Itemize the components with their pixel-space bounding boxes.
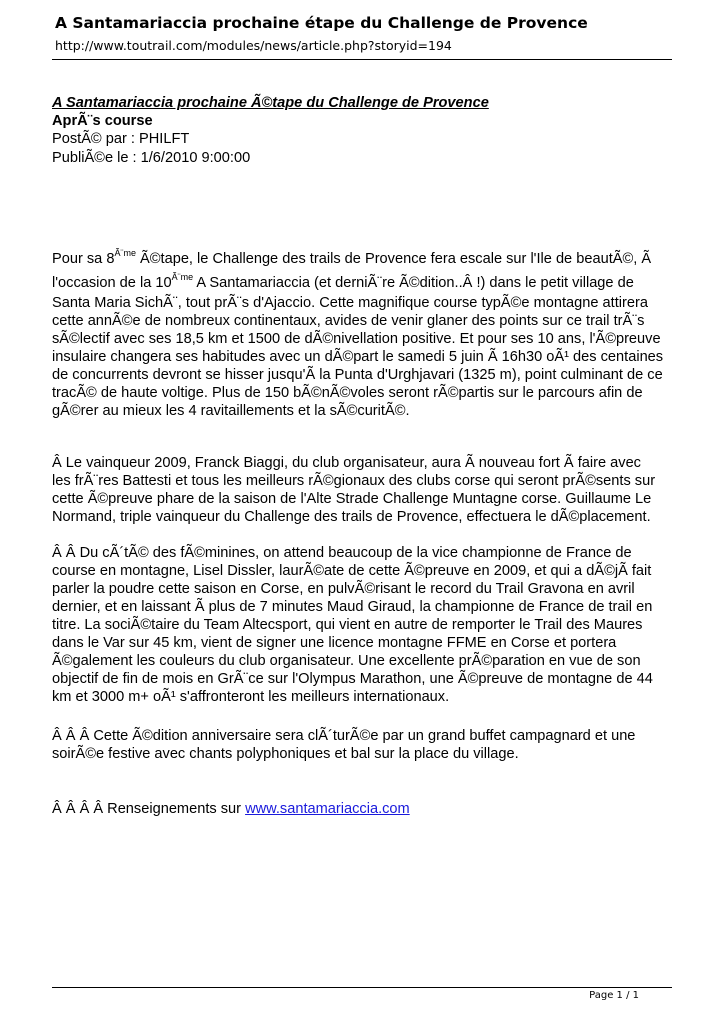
paragraph-line: Â Â Du cÃ´tÃ© des fÃ©minines, on attend beaucoup de la vice championne de France de: [52, 545, 632, 561]
superscript: Ã¨me: [171, 272, 194, 282]
article-subtitle: AprÃ¨s course: [52, 113, 153, 129]
paragraph-1: [52, 246, 677, 420]
paragraph-5: [52, 800, 677, 818]
paragraph-line: Normand, triple vainqueur du Challenge des trails de Provence, effectuera le dÃ©placement.: [52, 509, 651, 525]
paragraph-3: [52, 544, 677, 706]
paragraph-line: sÃ©lectif avec ses 18,5 km et 1500 de dÃ©nivellation positive. Et pour ses 10 ans, l'Ã©preuve: [52, 331, 661, 347]
paragraph-line: soirÃ©e festive avec chants polyphoniques et bal sur la place du village.: [52, 746, 519, 762]
paragraph-line: dernier, et en laissant Ã plus de 7 minutes Maud Giraud, la championne de France de trail en: [52, 599, 653, 615]
paragraph-line: insulaire changera ses habitudes avec un dÃ©part le samedi 5 juin Ã 16h30 oÃ¹ des centaines: [52, 349, 664, 365]
paragraph-line: Pour sa $8^{Ã¨me}$ Ã©tape, le Challenge des trails de Provence fera escale sur l'Ile de beautÃ©, Ã: [52, 248, 652, 267]
paragraph-line: tracÃ© de haute voltige. Plus de 150 bÃ©nÃ©voles seront rÃ©partis sur le parcours afin de: [52, 385, 643, 401]
paragraph-line: l'occasion de la $10^{Ã¨me}$ A Santamariaccia (et derniÃ¨re Ã©dition..Â !) dans le petit village de: [52, 272, 634, 291]
paragraph-line: [52, 800, 677, 818]
footer-divider: [52, 987, 672, 988]
paragraph-line: Â Le vainqueur 2009, Franck Biaggi, du club organisateur, aura Ã nouveau fort Ã faire avec: [52, 455, 641, 471]
article-title: A Santamariaccia prochaine Ã©tape du Challenge de Provence: [52, 95, 489, 111]
paragraph-line: titre. La sociÃ©taire du Team Altecsport, qui vient en autre de remporter le Trail des Maures: [52, 617, 643, 633]
paragraph-2: [52, 454, 677, 526]
paragraph-line: cette annÃ©e de nombreux continentaux, avides de venir glaner des points sur ce trail trÃ¨s: [52, 313, 645, 329]
paragraph-line: les frÃ¨res Battesti et tous les meilleurs rÃ©gionaux des clubs corse qui seront prÃ©sents sur: [52, 473, 656, 489]
website-link[interactable]: www.santamariaccia.com: [245, 801, 410, 817]
paragraph-line: cette Ã©preuve phare de la saison de l'Alte Strade Challenge Muntagne corse. Guillaume Le: [52, 491, 652, 507]
paragraph-line: course en montagne, Lisel Dissler, laurÃ©ate de cette Ã©preuve en 2009, et qui a dÃ©jÃ fait: [52, 563, 652, 579]
paragraph-line: parler la poudre cette saison en Corse, en pulvÃ©risant le record du Trail Gravona en avril: [52, 581, 635, 597]
paragraph-line: km et 3000 m+ oÃ¹ s'affronteront les meilleurs internationaux.: [52, 689, 450, 705]
document-header-url: http://www.toutrail.com/modules/news/article.php?storyid=194: [55, 38, 452, 53]
info-label: Â Â Â Â Renseignements sur: [52, 801, 246, 817]
header-divider: [52, 59, 672, 60]
document-header-title: A Santamariaccia prochaine étape du Challenge de Provence: [55, 14, 588, 32]
article-author: PostÃ© par : PHILFT: [52, 131, 190, 147]
paragraph-line: dans le Var sur 45 km, vient de signer une licence montagne FFME en Corse et portera: [52, 635, 617, 651]
paragraph-line: gÃ©rer au mieux les 4 ravitaillements et la sÃ©curitÃ©.: [52, 403, 410, 419]
paragraph-4: [52, 727, 677, 763]
paragraph-line: de concurrents devront se hisser jusqu'Ã la Punta d'Urghjavari (1325 m), point culminant de ce: [52, 367, 663, 383]
article-date: PubliÃ©e le : 1/6/2010 9:00:00: [52, 150, 251, 166]
paragraph-line: Â Â Â Cette Ã©dition anniversaire sera clÃ´turÃ©e par un grand buffet campagnard et une: [52, 728, 636, 744]
page-number: Page 1 / 1: [589, 990, 639, 1001]
superscript: Ã¨me: [114, 248, 136, 258]
paragraph-line: Ã©galement les couleurs du club organisateur. Une excellente prÃ©paration en vue de son: [52, 653, 641, 669]
paragraph-line: objectif de fin de mois en GrÃ¨ce sur l'Olympus Marathon, une Ã©preuve de montagne de 44: [52, 671, 653, 687]
paragraph-line: Santa Maria SichÃ¨, tout prÃ¨s d'Ajaccio. Cette magnifique course typÃ©e montagne attirera: [52, 295, 648, 311]
